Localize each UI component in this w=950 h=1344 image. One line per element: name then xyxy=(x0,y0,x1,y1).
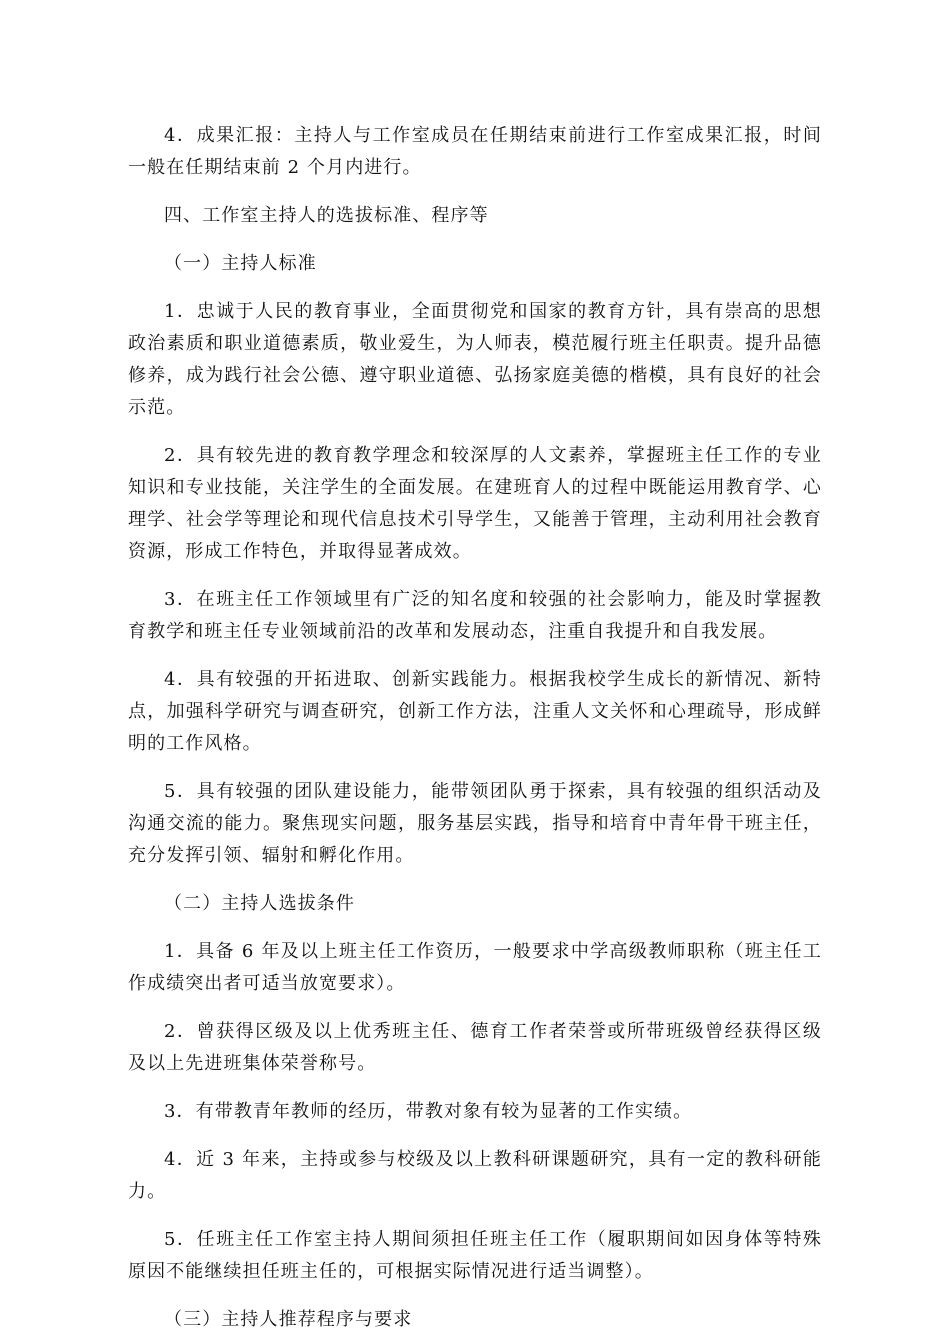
condition-item-2: 2．曾获得区级及以上优秀班主任、德育工作者荣誉或所带班级曾经获得区级及以上先进班集体荣誉称号。 xyxy=(128,1021,822,1074)
item-outcome-report: 4．成果汇报：主持人与工作室成员在任期结束前进行工作室成果汇报，时间一般在任期结束前 2 个月内进行。 xyxy=(128,125,822,178)
condition-item-5: 5．任班主任工作室主持人期间须担任班主任工作（履职期间如因身体等特殊原因不能继续担任班主任的，可根据实际情况进行适当调整）。 xyxy=(128,1229,822,1282)
standard-item-1: 1．忠诚于人民的教育事业，全面贯彻党和国家的教育方针，具有崇高的思想政治素质和职业道德素质，敬业爱生，为人师表，模范履行班主任职责。提升品德修养，成为践行社会公德、遵守职业道德、弘扬家庭美德的楷模，具有良好的社会示范。 xyxy=(128,301,822,418)
standard-item-4: 4．具有较强的开拓进取、创新实践能力。根据我校学生成长的新情况、新特点，加强科学研究与调查研究，创新工作方法，注重人文关怀和心理疏导，形成鲜明的工作风格。 xyxy=(128,669,822,754)
standard-item-2: 2．具有较先进的教育教学理念和较深厚的人文素养，掌握班主任工作的专业知识和专业技能，关注学生的全面发展。在建班育人的过程中既能运用教育学、心理学、社会学等理论和现代信息技术引导学生，又能善于管理，主动利用社会教育资源，形成工作特色，并取得显著成效。 xyxy=(128,445,822,562)
condition-item-3: 3．有带教青年教师的经历，带教对象有较为显著的工作实绩。 xyxy=(164,1101,693,1122)
standard-item-3: 3．在班主任工作领域里有广泛的知名度和较强的社会影响力，能及时掌握教育教学和班主任专业领域前沿的改革和发展动态，注重自我提升和自我发展。 xyxy=(128,589,822,642)
subsection-heading-conditions: （二）主持人选拔条件 xyxy=(164,893,355,914)
subsection-heading-procedure: （三）主持人推荐程序与要求 xyxy=(164,1309,413,1330)
condition-item-4: 4．近 3 年来，主持或参与校级及以上教科研课题研究，具有一定的教科研能力。 xyxy=(128,1149,822,1202)
condition-item-1: 1．具备 6 年及以上班主任工作资历，一般要求中学高级教师职称（班主任工作成绩突出者可适当放宽要求）。 xyxy=(128,941,822,994)
subsection-heading-standards: （一）主持人标准 xyxy=(164,253,317,274)
section-heading-4: 四、工作室主持人的选拔标准、程序等 xyxy=(164,205,489,226)
standard-item-5: 5．具有较强的团队建设能力，能带领团队勇于探索，具有较强的组织活动及沟通交流的能力。聚焦现实问题，服务基层实践，指导和培育中青年骨干班主任，充分发挥引领、辐射和孵化作用。 xyxy=(128,781,822,866)
